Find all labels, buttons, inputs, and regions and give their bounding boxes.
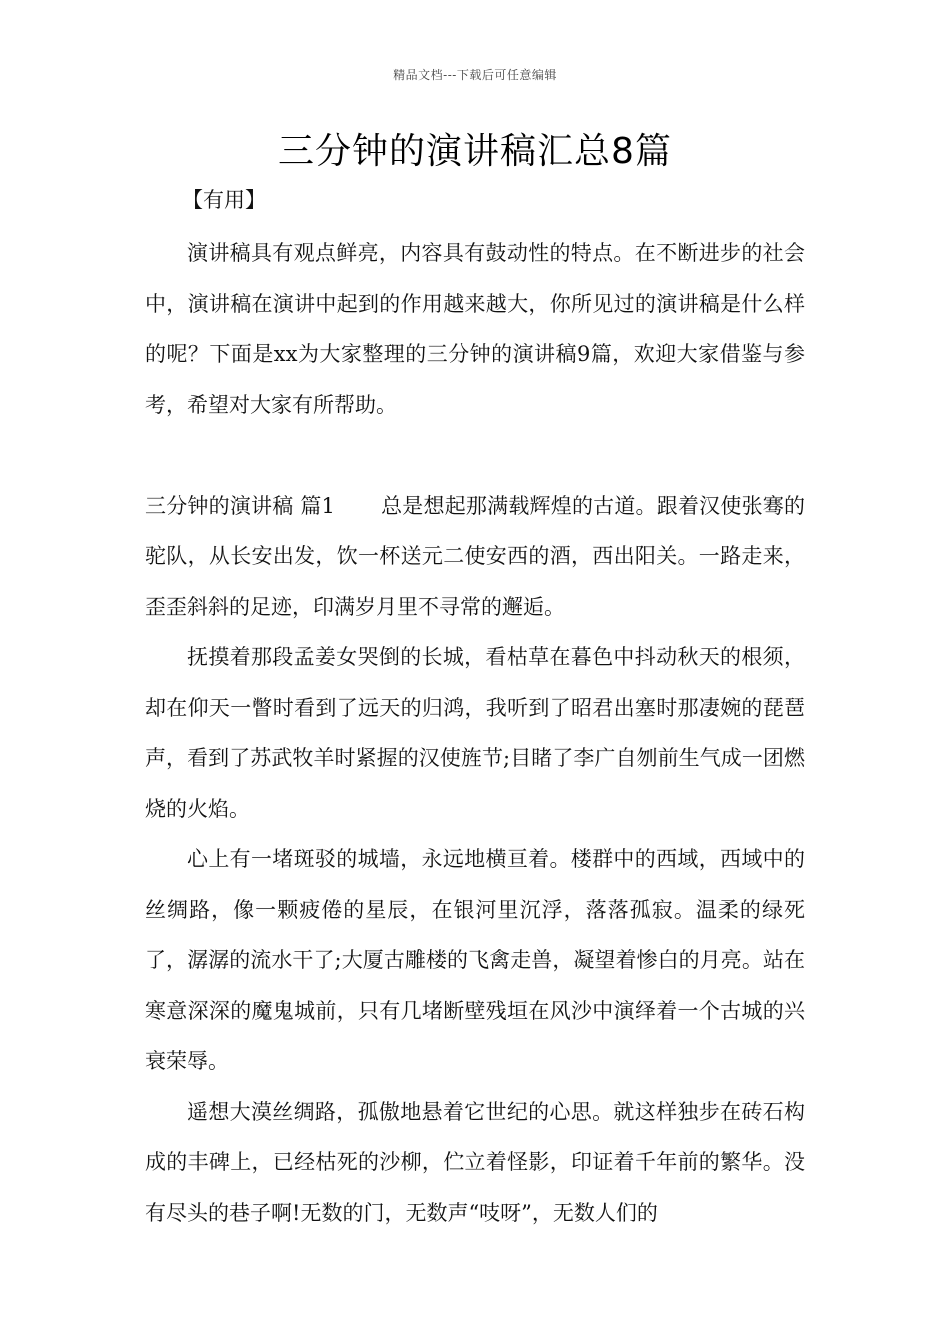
section-1-paragraph [145, 481, 805, 633]
document-body [145, 228, 805, 1238]
body-paragraph-1: 抚摸着那段孟姜女哭倒的长城，看枯草在暮色中抖动秋天的根须，却在仰天一瞥时看到了远天的归鸿，我听到了昭君出塞时那凄婉的琵琶声，看到了苏武牧羊时紧握的汉使旌节;目睹了李广自刎前生气成一团燃烧的火焰。 [145, 645, 805, 821]
body-paragraph-2: 心上有一堵斑驳的城墙，永远地横亘着。楼群中的西域，西域中的丝绸路，像一颗疲倦的星辰，在银河里沉浮，落落孤寂。温柔的绿死了，潺潺的流水干了;大厦古雕楼的飞禽走兽，凝望着惨白的月亮。站在寒意深深的魔鬼城前，只有几堵断壁残垣在风沙中演绎着一个古城的兴衰荣辱。 [145, 847, 805, 1073]
intro-paragraph: 演讲稿具有观点鲜亮，内容具有鼓动性的特点。在不断进步的社会中，演讲稿在演讲中起到的作用越来越大，你所见过的演讲稿是什么样的呢？下面是xx为大家整理的三分钟的演讲稿9篇，欢迎大家借鉴与参考，希望对大家有所帮助。 [145, 241, 805, 417]
document-subtitle: 【有用】 [182, 188, 266, 212]
document-title: 三分钟的演讲稿汇总8篇 [278, 131, 672, 172]
body-paragraph-3: 遥想大漠丝绸路，孤傲地悬着它世纪的心思。就这样独步在砖石构成的丰碑上，已经枯死的沙柳，伫立着怪影，印证着千年前的繁华。没有尽头的巷子啊!无数的门，无数声“吱呀”，无数人们的 [145, 1099, 805, 1225]
section-1-lead-text: 总是想起那满载辉煌的古道。跟着汉使张骞的驼队，从长安出发，饮一杯送元二使安西的酒，西出阳关。一路走来，歪歪斜斜的足迹，印满岁月里不寻常的邂逅。 [145, 493, 805, 619]
header-note: 精品文档---下载后可任意编辑 [393, 68, 557, 82]
section-1-heading: 三分钟的演讲稿 篇1 [145, 493, 335, 518]
paragraph-spacer [145, 430, 805, 481]
